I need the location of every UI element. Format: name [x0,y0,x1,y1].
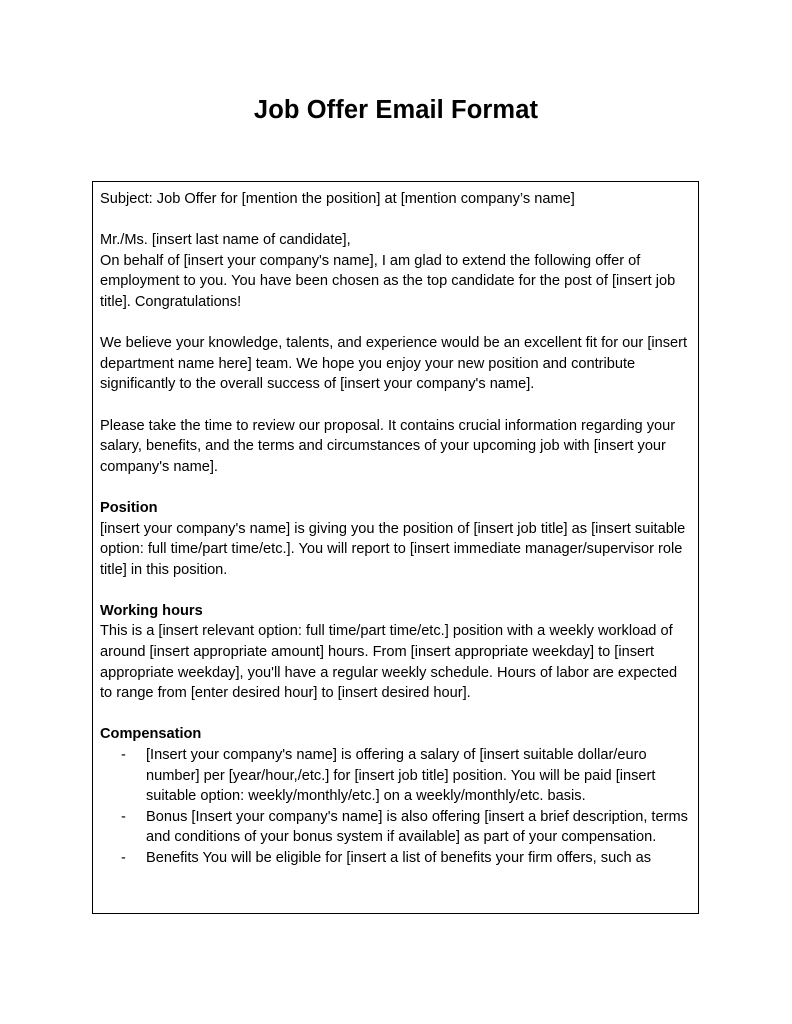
compensation-list [100,745,692,869]
compensation-item-text: Benefits You will be eligible for [insert a list of benefits your firm offers, such as [146,850,652,866]
spacer [100,704,692,725]
compensation-heading: Compensation [100,726,202,743]
bullet-dash: - [121,747,126,764]
email-salutation: Mr./Ms. [insert last name of candidate], [100,232,351,249]
email-intro-paragraph: On behalf of [insert your company's name], I am glad to extend the following offer of employment to you. You have been chosen as the top candidate for the post of [insert job title]. Congratulations! [100,252,676,310]
position-heading: Position [100,499,158,516]
spacer [100,313,692,334]
compensation-item-text: [Insert your company's name] is offering a salary of [insert suitable dollar/euro number] per [year/hour,/etc.] for [insert job title] position. You will be paid [insert suitable option: weekly/monthly/etc.] on a weekly/monthly/etc. basis. [146,747,656,805]
bullet-dash: - [121,808,126,825]
compensation-item-salary [100,745,692,807]
email-fit-paragraph: We believe your knowledge, talents, and experience would be an excellent fit for our [insert department name here] team. We hope you enjoy your new position and contribute significantly to the overall success of [insert your company's name]. [100,335,688,393]
page-title: Job Offer Email Format [253,96,539,124]
bullet-dash: - [121,850,126,866]
compensation-item-benefits [100,848,692,869]
compensation-item-text: Bonus [Insert your company's name] is also offering [insert a brief description, terms and conditions of your bonus system if available] as part of your compensation. [146,808,688,846]
position-body: [insert your company's name] is giving you the position of [insert job title] as [insert suitable option: full time/part time/etc.]. You will report to [insert immediate manager/supervisor role title] in this position. [100,520,686,578]
email-review-paragraph: Please take the time to review our proposal. It contains crucial information regarding your salary, benefits, and the terms and circumstances of your upcoming job with [insert your company's name]. [100,417,676,475]
working-hours-body: This is a [insert relevant option: full time/part time/etc.] position with a weekly workload of around [insert appropriate amount] hours. From [insert appropriate weekday] to [insert appropriate weekday], you'll have a regular weekly schedule. Hours of labor are expected to range from [enter desired hour] to [insert desired hour]. [100,623,678,702]
spacer [100,580,692,601]
working-hours-heading: Working hours [100,602,203,619]
spacer [100,395,692,416]
email-subject: Subject: Job Offer for [mention the position] at [mention company’s name] [100,191,575,207]
spacer [100,477,692,498]
spacer [100,210,692,231]
email-template-box [92,181,699,914]
compensation-item-bonus [100,807,692,848]
